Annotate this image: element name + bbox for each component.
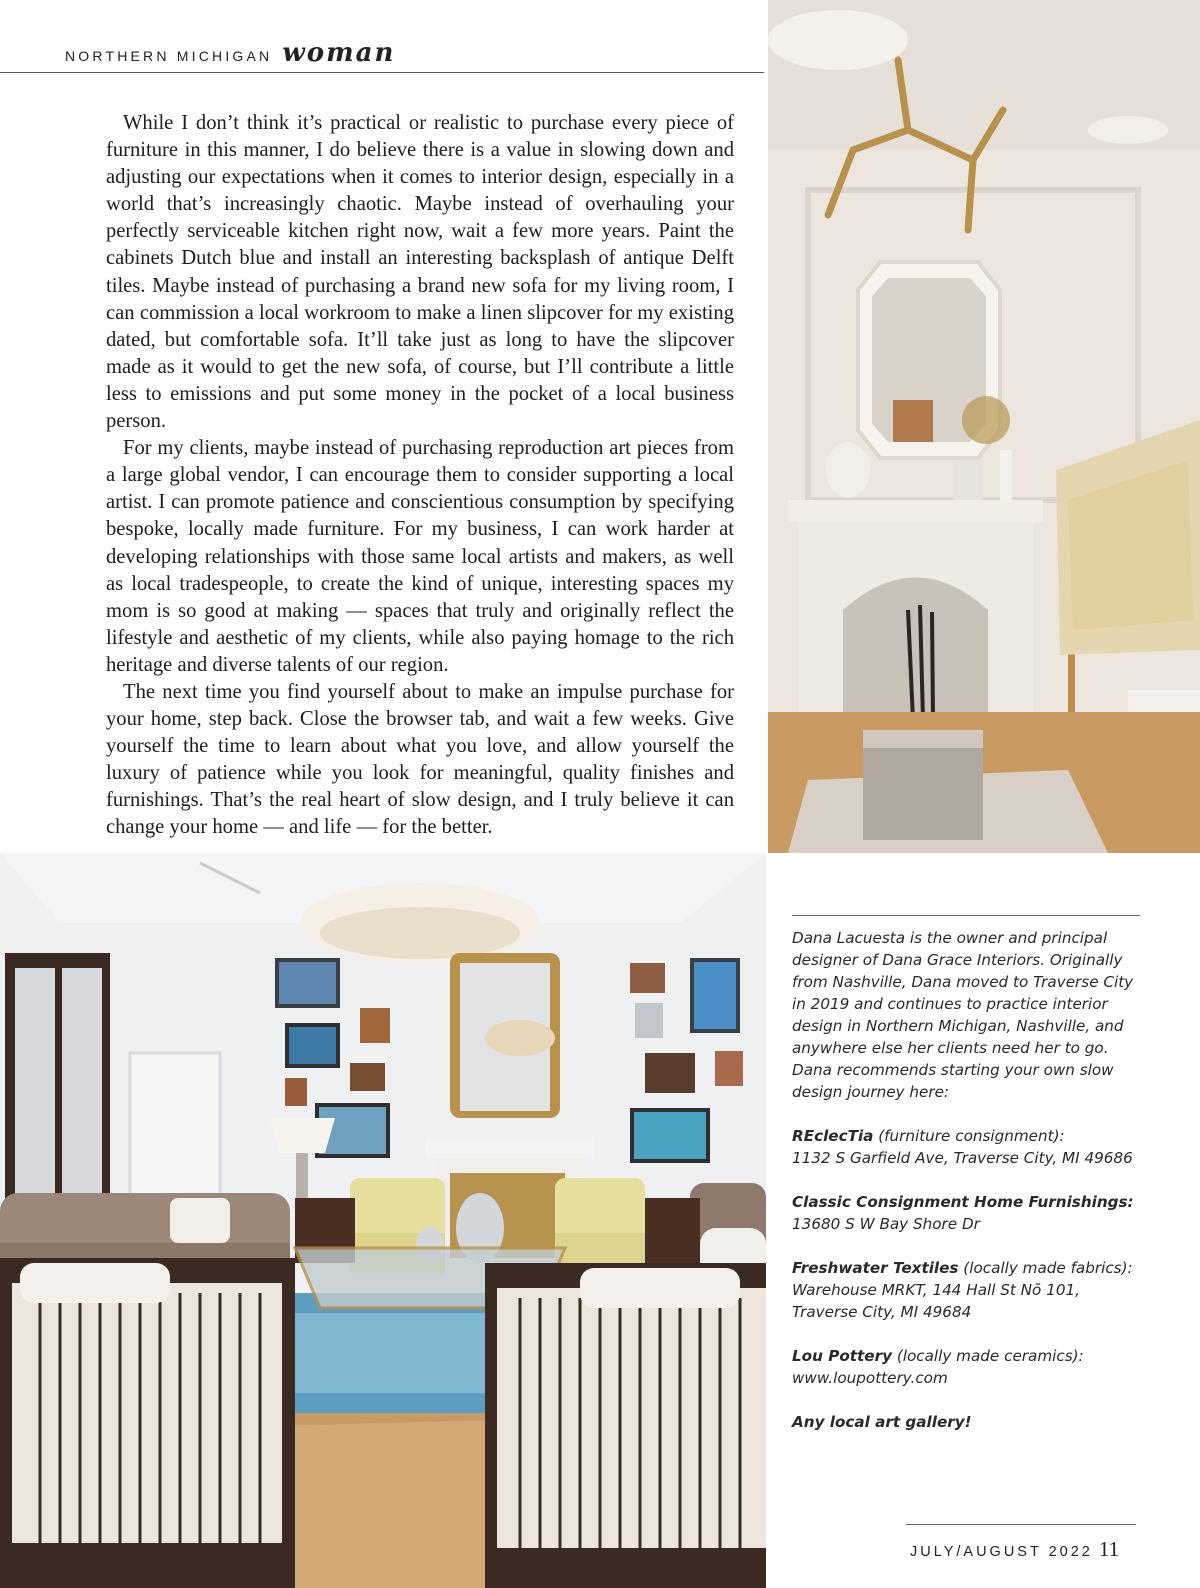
resource-name: Lou Pottery [792, 1347, 892, 1365]
article-paragraph: For my clients, maybe instead of purchasing reproduction art pieces from a large global vendor, I can encourage them to consider supporting a local artist. I can promote patience and conscientious consumption by specifying bespoke, locally made furniture. For my business, I can work harder at developing relationships with those same local artists and makers, as well as local tradespeople, to create the kind of unique, interesting spaces my mom is so good at making — spaces that truly and originally reflect the lifestyle and aesthetic of my clients, while also paying homage to the rich heritage and diverse talents of our region. [106, 437, 734, 676]
living-room-photo [0, 853, 766, 1588]
resource-note: (furniture consignment): [873, 1127, 1065, 1145]
footer-rule [906, 1524, 1136, 1525]
bio-rule [792, 915, 1140, 916]
resource-name: Classic Consignment Home Furnishings: [792, 1193, 1134, 1211]
resource-item [792, 1411, 1142, 1433]
masthead-rule [0, 72, 764, 73]
page-footer [910, 1537, 1119, 1562]
masthead-title: NORTHERN MICHIGAN [65, 48, 273, 64]
resource-name: REclecTia [792, 1127, 874, 1145]
resource-note: (locally made fabrics): [958, 1259, 1133, 1277]
masthead [65, 38, 395, 74]
bio-text: Dana Lacuesta is the owner and principal designer of Dana Grace Interiors. Originally from Nashville, Dana moved to Traverse City in 2019 and continues to practice interior design in Northern Michigan, Nashville, and anywhere else her clients need her to go. Dana recommends starting your own slow design journey here: [792, 929, 1134, 1101]
resource-name: Freshwater Textiles [792, 1259, 959, 1277]
article-paragraph: While I don’t think it’s practical or realistic to purchase every piece of furniture in this manner, I do believe there is a value in slowing down and adjusting our expectations when it comes to interior design, especially in a world that’s increasingly chaotic. Maybe instead of overhauling your perfectly serviceable kitchen right now, wait a few more years. Paint the cabinets Dutch blue and install an interesting backsplash of antique Delft tiles. Maybe instead of purchasing a brand new sofa for my living room, I can commission a local workroom to make a linen slipcover for my existing dated, but comfortable sofa. It’ll take just as long to have the slipcover made as it would to get the new sofa, of course, but I’ll contribute a little less to emissions and put some money in the pocket of a local business person. [106, 112, 734, 433]
resource-item [792, 1125, 1142, 1169]
resource-item [792, 1257, 1142, 1323]
resource-address: 1132 S Garfield Ave, Traverse City, MI 49686 [792, 1149, 1133, 1167]
living-room-illustration [0, 853, 766, 1588]
fireplace-room-illustration [768, 0, 1200, 853]
fireplace-room-photo [768, 0, 1200, 853]
resource-address: 13680 S W Bay Shore Dr [792, 1215, 980, 1233]
resource-item [792, 1191, 1142, 1235]
resource-name: Any local art gallery! [792, 1413, 972, 1431]
issue-date: JULY/AUGUST 2022 [910, 1544, 1093, 1560]
author-bio [792, 927, 1142, 1433]
resource-note: (locally made ceramics): [892, 1347, 1084, 1365]
resource-link[interactable]: www.loupottery.com [792, 1369, 948, 1387]
resource-address: Warehouse MRKT, 144 Hall St Nō 101, Traverse City, MI 49684 [792, 1281, 1080, 1321]
article-paragraph: The next time you find yourself about to make an impulse purchase for your home, step back. Close the browser tab, and wait a few weeks. Give yourself the time to learn about what you love, and allow yourself the luxury of patience while you look for meaningful, quality finishes and furnishings. That’s the real heart of slow design, and I truly believe it can change your home — and life — for the better. [106, 680, 734, 839]
article-body [106, 110, 734, 842]
resource-item [792, 1345, 1142, 1389]
page-number: 11 [1098, 1537, 1120, 1561]
masthead-script: woman [282, 38, 396, 68]
